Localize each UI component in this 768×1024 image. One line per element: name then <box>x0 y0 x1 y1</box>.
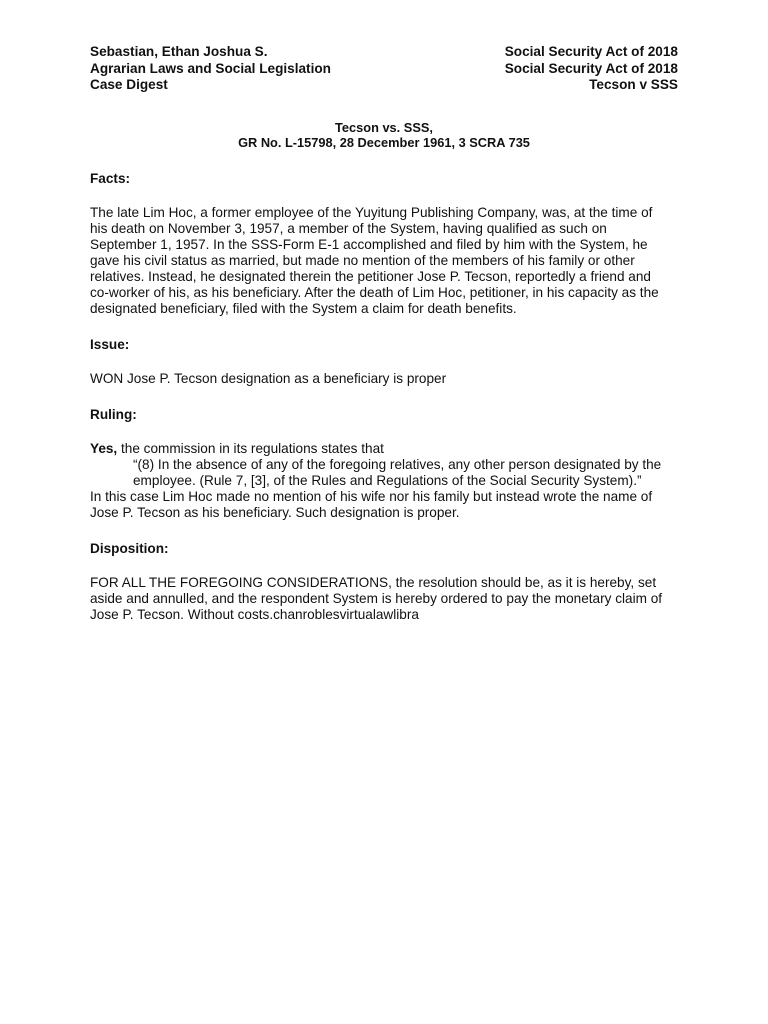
facts-line: his death on November 3, 1957, a member of the System, having qualified as such on <box>90 220 607 236</box>
ruling-lead-text: the commission in its regulations states that <box>117 440 384 456</box>
document-type: Case Digest <box>90 77 168 92</box>
quote-line: employee. (Rule 7, [3], of the Rules and Regulations of the Social Security System).” <box>133 472 642 488</box>
issue-paragraph <box>90 371 678 387</box>
facts-heading: Facts: <box>90 170 131 186</box>
disposition-heading: Disposition: <box>90 540 169 556</box>
conclusion-line: In this case Lim Hoc made no mention of his wife nor his family but instead wrote the name of <box>90 488 653 504</box>
case-short-title: Tecson v SSS <box>589 77 678 92</box>
document-content <box>90 44 678 623</box>
topic-line-2: Social Security Act of 2018 <box>504 60 678 76</box>
case-title-line-1: Tecson vs. SSS, <box>335 119 433 135</box>
header-right <box>505 44 678 94</box>
issue-text: WON Jose P. Tecson designation as a beneficiary is proper <box>90 370 447 386</box>
header-left <box>90 44 331 94</box>
ruling-paragraph <box>90 441 678 457</box>
author-name: Sebastian, Ethan Joshua S. <box>90 44 268 59</box>
facts-line: gave his civil status as married, but made no mention of the members of his family or other <box>90 252 635 268</box>
ruling-lead-line <box>90 441 678 457</box>
case-citation: GR No. L-15798, 28 December 1961, 3 SCRA 735 <box>238 135 530 150</box>
disposition-paragraph <box>90 575 678 623</box>
ruling-conclusion <box>90 489 678 521</box>
ruling-quote <box>90 457 678 489</box>
disposition-line: FOR ALL THE FOREGOING CONSIDERATIONS, the resolution should be, as it is hereby, set <box>90 574 657 590</box>
facts-line: designated beneficiary, filed with the System a claim for death benefits. <box>90 300 517 316</box>
facts-line: co-worker of his, as his beneficiary. After the death of Lim Hoc, petitioner, in his capacity as the <box>90 284 659 300</box>
topic-line-1: Social Security Act of 2018 <box>504 44 678 59</box>
quote-line: “(8) In the absence of any of the foregoing relatives, any other person designated by the <box>133 456 662 472</box>
facts-paragraph <box>90 205 678 317</box>
document-header <box>90 44 678 94</box>
facts-line: relatives. Instead, he designated therein the petitioner Jose P. Tecson, reportedly a friend and <box>90 268 651 284</box>
course-name: Agrarian Laws and Social Legislation <box>90 60 331 76</box>
disposition-line: Jose P. Tecson. Without costs.chanroblesvirtualawlibra <box>90 606 419 622</box>
disposition-line: aside and annulled, and the respondent System is hereby ordered to pay the monetary claim of <box>90 590 663 606</box>
issue-heading: Issue: <box>90 336 130 352</box>
facts-line: September 1, 1957. In the SSS-Form E-1 accomplished and filed by him with the System, he <box>90 236 648 252</box>
ruling-answer: Yes, <box>90 440 118 456</box>
ruling-heading: Ruling: <box>90 406 137 422</box>
case-title <box>90 120 678 151</box>
facts-line: The late Lim Hoc, a former employee of the Yuyitung Publishing Company, was, at the time of <box>90 204 653 220</box>
conclusion-line: Jose P. Tecson as his beneficiary. Such designation is proper. <box>90 504 460 520</box>
